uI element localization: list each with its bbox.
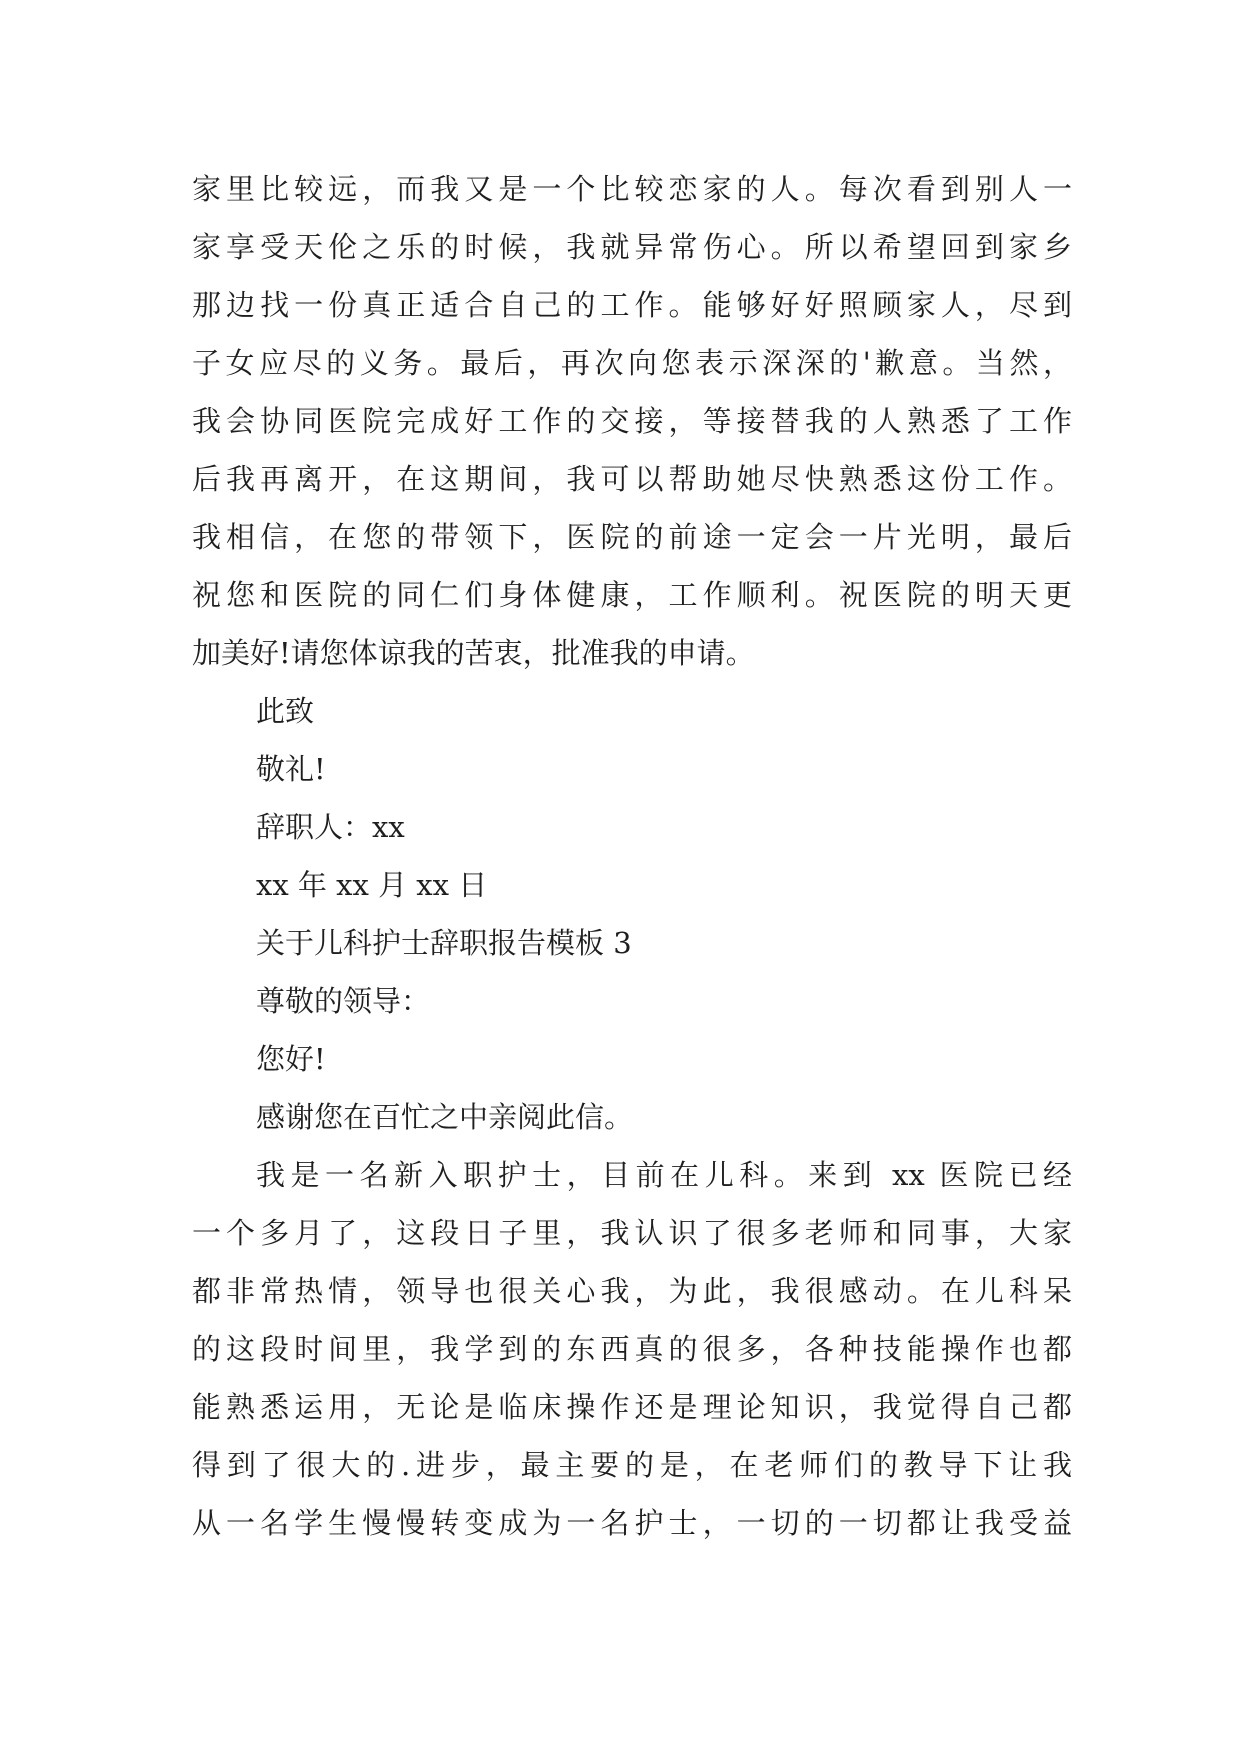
text-line: 子女应尽的义务。最后，再次向您表示深深的'歉意。当然， xyxy=(192,346,1072,380)
text-line: 一个多月了，这段日子里，我认识了很多老师和同事，大家 xyxy=(192,1216,1072,1250)
text-line: xx 年 xx 月 xx 日 xyxy=(256,868,488,902)
text-line: 从一名学生慢慢转变成为一名护士，一切的一切都让我受益 xyxy=(192,1506,1072,1540)
text-line: 得到了很大的.进步，最主要的是，在老师们的教导下让我 xyxy=(192,1448,1072,1482)
text-line: 能熟悉运用，无论是临床操作还是理论知识，我觉得自己都 xyxy=(192,1390,1072,1424)
text-line: 加美好!请您体谅我的苦衷，批准我的申请。 xyxy=(192,636,755,670)
text-line: 祝您和医院的同仁们身体健康，工作顺利。祝医院的明天更 xyxy=(192,578,1072,612)
text-line: 后我再离开，在这期间，我可以帮助她尽快熟悉这份工作。 xyxy=(192,462,1072,496)
text-line: 我会协同医院完成好工作的交接，等接替我的人熟悉了工作 xyxy=(192,404,1072,438)
text-line: 您好! xyxy=(256,1042,326,1076)
text-line: 那边找一份真正适合自己的工作。能够好好照顾家人，尽到 xyxy=(192,288,1072,322)
text-line: 辞职人：xx xyxy=(256,810,405,844)
document-body xyxy=(192,160,1072,1552)
text-line: 都非常热情，领导也很关心我，为此，我很感动。在儿科呆 xyxy=(192,1274,1072,1308)
text-line: 此致 xyxy=(256,694,315,728)
text-line: 关于儿科护士辞职报告模板 3 xyxy=(256,926,632,960)
text-line: 感谢您在百忙之中亲阅此信。 xyxy=(256,1100,634,1134)
text-line: 尊敬的领导： xyxy=(256,984,431,1018)
text-line: 敬礼! xyxy=(256,752,326,786)
text-line: 的这段时间里，我学到的东西真的很多，各种技能操作也都 xyxy=(192,1332,1072,1366)
text-line: 家享受天伦之乐的时候，我就异常伤心。所以希望回到家乡 xyxy=(192,230,1072,264)
text-line: 我相信，在您的带领下，医院的前途一定会一片光明，最后 xyxy=(192,520,1072,554)
text-line: 家里比较远，而我又是一个比较恋家的人。每次看到别人一 xyxy=(192,172,1072,206)
text-line: 我是一名新入职护士，目前在儿科。来到 xx 医院已经 xyxy=(256,1158,1072,1192)
